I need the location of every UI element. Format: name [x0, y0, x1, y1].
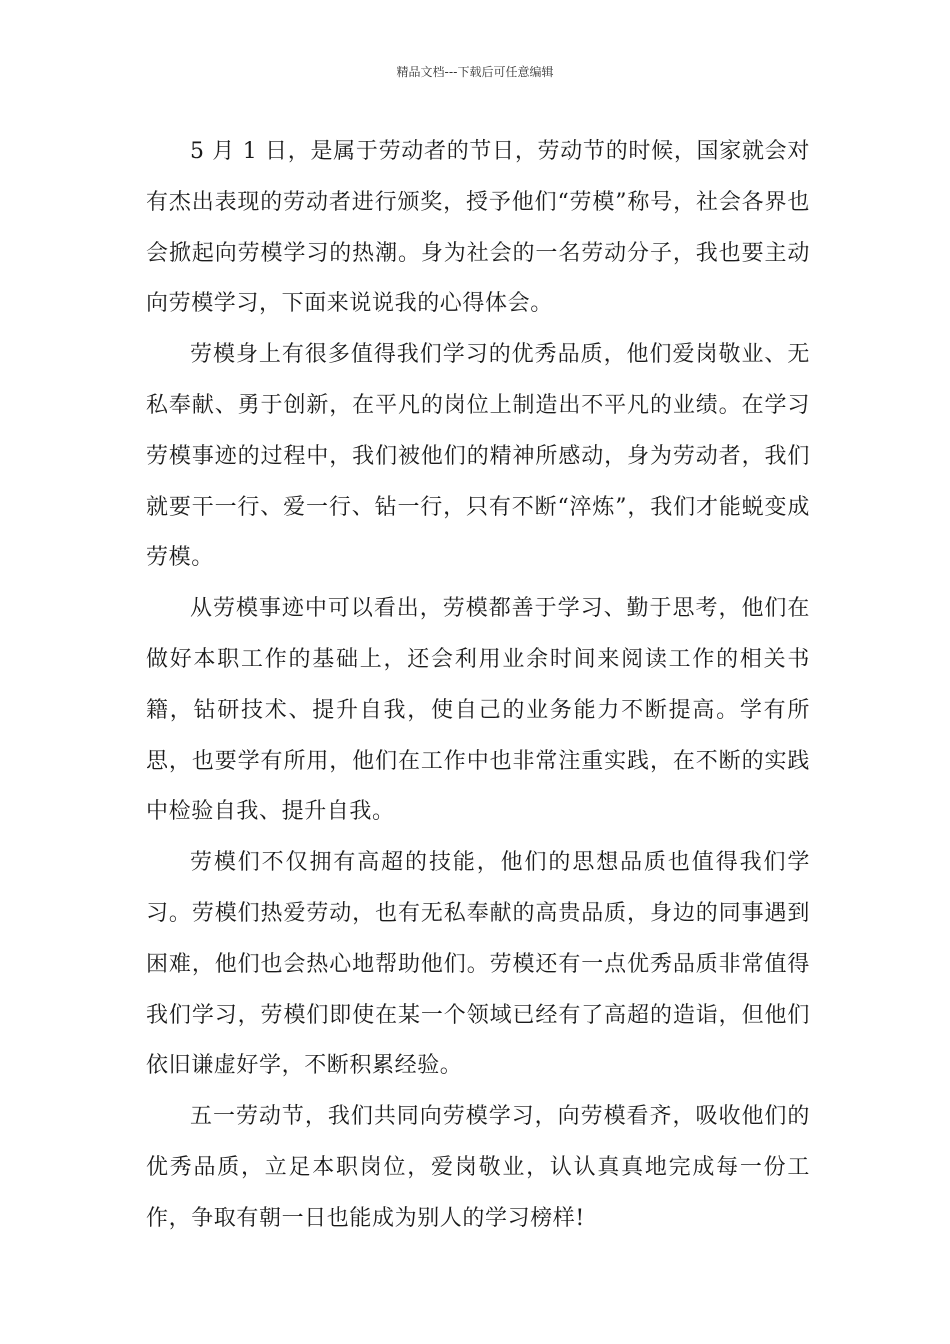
- page-header: 精品文档---下载后可任意编辑: [396, 65, 554, 79]
- paragraph-3: 从劳模事迹中可以看出，劳模都善于学习、勤于思考，他们在做好本职工作的基础上，还会利用业余时间来阅读工作的相关书籍，钻研技术、提升自我，使自己的业务能力不断提高。学有所思，也要学有所用，他们在工作中也非常注重实践，在不断的实践中检验自我、提升自我。: [146, 596, 810, 825]
- paragraph-1: 5 月 1 日，是属于劳动者的节日，劳动节的时候，国家就会对有杰出表现的劳动者进行颁奖，授予他们“劳模”称号，社会各界也会掀起向劳模学习的热潮。身为社会的一名劳动分子，我也要主动向劳模学习，下面来说说我的心得体会。: [146, 139, 810, 317]
- paragraph-4: 劳模们不仅拥有高超的技能，他们的思想品质也值得我们学习。劳模们热爱劳动，也有无私奉献的高贵品质，身边的同事遇到困难，他们也会热心地帮助他们。劳模还有一点优秀品质非常值得我们学习，劳模们即使在某一个领域已经有了高超的造诣，但他们依旧谦虚好学，不断积累经验。: [146, 850, 810, 1079]
- document-body: [146, 127, 810, 1245]
- paragraph-2: 劳模身上有很多值得我们学习的优秀品质，他们爱岗敬业、无私奉献、勇于创新，在平凡的岗位上制造出不平凡的业绩。在学习劳模事迹的过程中，我们被他们的精神所感动，身为劳动者，我们就要干一行、爱一行、钻一行，只有不断“淬炼”，我们才能蜕变成劳模。: [146, 342, 810, 571]
- paragraph-5: 五一劳动节，我们共同向劳模学习，向劳模看齐，吸收他们的优秀品质，立足本职岗位，爱岗敬业，认认真真地完成每一份工作，争取有朝一日也能成为别人的学习榜样!: [146, 1104, 810, 1231]
